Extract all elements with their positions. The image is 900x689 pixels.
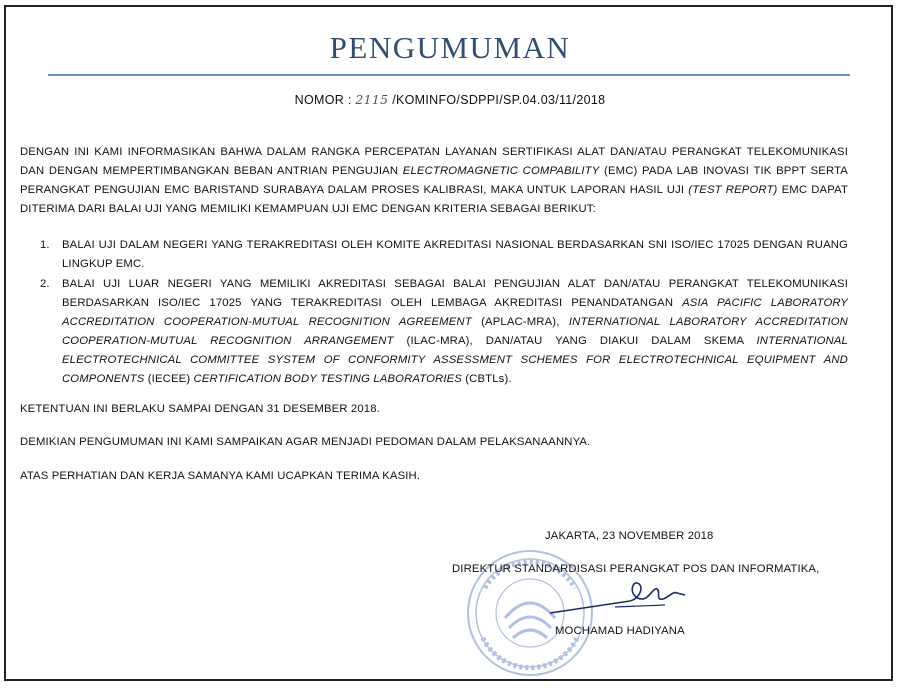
document-number — [0, 92, 900, 107]
list-item-text-run: INTERNATIONAL ELECTROTECHNICAL COMMITTEE SYSTEM OF CONFORMITY ASSESSMENT SCHEMES FOR ELECTROTECHNICAL EQUIPMENT AND COMPONENTS — [62, 335, 848, 385]
intro-text-run: (TEST REPORT) — [688, 184, 778, 196]
intro-paragraph — [20, 143, 848, 219]
list-item-text-run: ASIA PACIFIC LABORATORY ACCREDITATION COOPERATION-MUTUAL RECOGNITION AGREEMENT — [62, 297, 848, 328]
intro-text-run: DENGAN INI KAMI INFORMASIKAN BAHWA DALAM RANGKA PERCEPATAN LAYANAN SERTIFIKASI ALAT DAN/ATAU PERANGKAT TELEKOMUNIKASI DAN DENGAN MEMPERTIMBANGKAN BEBAN ANTRIAN PENGUJIAN — [20, 146, 848, 177]
list-item-text-run: (CBTLs). — [461, 373, 512, 385]
list-item-number: 2. — [40, 278, 50, 290]
list-item-text — [62, 275, 848, 389]
list-item-text-run: BALAI UJI DALAM NEGERI YANG TERAKREDITASI OLEH KOMITE AKREDITASI NASIONAL BERDASARKAN SNI ISO/IEC 17025 DENGAN RUANG LINGKUP EMC. — [62, 239, 848, 270]
handwritten-signature-icon — [545, 575, 695, 620]
nomor-label: NOMOR : — [294, 93, 352, 107]
list-item — [40, 236, 848, 274]
list-item-text-run: CERTIFICATION BODY TESTING LABORATORIES — [193, 373, 462, 385]
thanks-statement: ATAS PERHATIAN DAN KERJA SAMANYA KAMI UCAPKAN TERIMA KASIH. — [20, 470, 421, 482]
intro-text-run: ELECTROMAGNETIC COMPABILITY — [402, 165, 600, 177]
intro-text-run: (EMC) PADA LAB INOVASI TIK BPPT SERTA PERANGKAT PENGUJIAN EMC BARISTAND SURABAYA DALAM PROSES KALIBRASI, MAKA UNTUK LAPORAN HASIL UJI — [20, 165, 848, 196]
list-item — [40, 275, 848, 389]
page-title: PENGUMUMAN — [329, 30, 571, 65]
list-item-text — [62, 236, 848, 274]
list-item-number: 1. — [40, 239, 50, 251]
signature-date: JAKARTA, 23 NOVEMBER 2018 — [545, 530, 714, 542]
nomor-handwritten-number: 2115 — [355, 92, 389, 107]
signatory-position: DIREKTUR STANDARDISASI PERANGKAT POS DAN INFORMATIKA, — [452, 563, 820, 575]
list-item-text-run: INTERNATIONAL LABORATORY ACCREDITATION COOPERATION-MUTUAL RECOGNITION ARRANGEMENT — [62, 316, 848, 347]
list-item-text-run: BALAI UJI LUAR NEGERI YANG MEMILIKI AKREDITASI SEBAGAI BALAI PENGUJIAN ALAT DAN/ATAU PERANGKAT TELEKOMUNIKASI BERDASARKAN ISO/IEC 17025 YANG TERAKREDITASI OLEH LEMBAGA AKREDITASI PENANDATANGAN — [62, 278, 848, 309]
list-item-text-run: (APLAC-MRA), — [471, 316, 569, 328]
closing-statement: DEMIKIAN PENGUMUMAN INI KAMI SAMPAIKAN AGAR MENJADI PEDOMAN DALAM PELAKSANAANNYA. — [20, 436, 591, 448]
validity-statement: KETENTUAN INI BERLAKU SAMPAI DENGAN 31 DESEMBER 2018. — [20, 403, 380, 415]
title-divider — [48, 74, 850, 76]
signatory-name: MOCHAMAD HADIYANA — [555, 625, 685, 637]
list-item-text-run: (IECEE) — [144, 373, 194, 385]
nomor-suffix: /KOMINFO/SDPPI/SP.04.03/11/2018 — [392, 93, 606, 107]
intro-text-run: EMC DAPAT DITERIMA DARI BALAI UJI YANG MEMILIKI KEMAMPUAN UJI EMC DENGAN KRITERIA SEBAGAI BERIKUT: — [20, 184, 848, 215]
criteria-list — [40, 236, 848, 390]
list-item-text-run: (ILAC-MRA), DAN/ATAU YANG DIAKUI DALAM SKEMA — [393, 335, 757, 347]
